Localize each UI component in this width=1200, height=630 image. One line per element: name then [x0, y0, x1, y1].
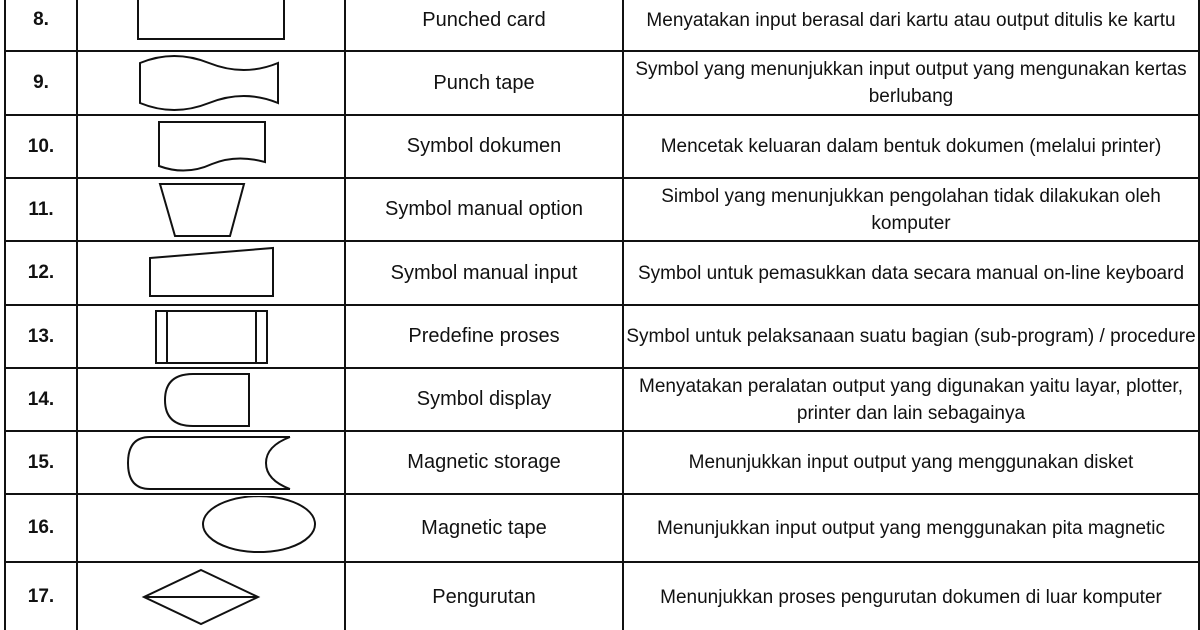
symbol-name: Symbol display: [345, 368, 623, 431]
symbol-name: Pengurutan: [345, 562, 623, 630]
manual-operation-icon: [78, 181, 344, 239]
symbol-name: Magnetic tape: [345, 494, 623, 562]
row-number: 17.: [5, 562, 77, 630]
symbol-cell: [77, 178, 345, 241]
symbol-description: Menyatakan input berasal dari kartu atau output ditulis ke kartu: [623, 0, 1199, 51]
symbol-description: Symbol yang menunjukkan input output yang mengunakan kertas berlubang: [623, 51, 1199, 115]
symbol-description: Menunjukkan input output yang menggunakan pita magnetic: [623, 494, 1199, 562]
symbol-description: Mencetak keluaran dalam bentuk dokumen (melalui printer): [623, 115, 1199, 178]
symbol-name: Symbol manual input: [345, 241, 623, 305]
row-number: 14.: [5, 368, 77, 431]
table-row: [5, 368, 1199, 431]
row-number: 9.: [5, 51, 77, 115]
table-row: [5, 241, 1199, 305]
symbol-cell: [77, 115, 345, 178]
symbol-name: Punch tape: [345, 51, 623, 115]
table-row: [5, 431, 1199, 494]
symbol-name: Punched card: [345, 0, 623, 51]
table-row: [5, 115, 1199, 178]
punch-tape-icon: [78, 53, 344, 113]
row-number: 16.: [5, 494, 77, 562]
symbol-description: Menyatakan peralatan output yang digunakan yaitu layar, plotter, printer dan lain sebagainya: [623, 368, 1199, 431]
row-number: 13.: [5, 305, 77, 368]
symbol-description: Simbol yang menunjukkan pengolahan tidak dilakukan oleh komputer: [623, 178, 1199, 241]
magnetic-storage-icon: [78, 434, 344, 492]
symbol-description: Symbol untuk pelaksanaan suatu bagian (sub-program) / procedure: [623, 305, 1199, 368]
table-row: [5, 0, 1199, 51]
row-number: 15.: [5, 431, 77, 494]
symbol-name: Magnetic storage: [345, 431, 623, 494]
symbol-name: Symbol manual option: [345, 178, 623, 241]
symbol-name: Predefine proses: [345, 305, 623, 368]
sort-icon: [78, 566, 344, 628]
symbol-description: Menunjukkan input output yang menggunakan disket: [623, 431, 1199, 494]
flowchart-symbol-table: [4, 0, 1200, 630]
symbol-description: Menunjukkan proses pengurutan dokumen di luar komputer: [623, 562, 1199, 630]
table-row: [5, 562, 1199, 630]
symbol-cell: [77, 431, 345, 494]
display-icon: [78, 371, 344, 429]
symbol-cell: [77, 241, 345, 305]
symbol-cell: [77, 305, 345, 368]
symbol-cell: [77, 494, 345, 562]
symbol-cell: [77, 51, 345, 115]
row-number: 8.: [5, 0, 77, 51]
punched-card-icon: [78, 0, 344, 49]
predefined-process-icon: [78, 308, 344, 366]
symbol-description: Symbol untuk pemasukkan data secara manual on-line keyboard: [623, 241, 1199, 305]
row-number: 12.: [5, 241, 77, 305]
table-row: [5, 178, 1199, 241]
manual-input-icon: [78, 244, 344, 302]
symbol-cell: [77, 0, 345, 51]
symbol-name: Symbol dokumen: [345, 115, 623, 178]
magnetic-tape-icon: [78, 496, 344, 560]
symbol-cell: [77, 368, 345, 431]
table-row: [5, 51, 1199, 115]
table-row: [5, 305, 1199, 368]
table-row: [5, 494, 1199, 562]
row-number: 11.: [5, 178, 77, 241]
document-icon: [78, 118, 344, 176]
symbol-cell: [77, 562, 345, 630]
row-number: 10.: [5, 115, 77, 178]
